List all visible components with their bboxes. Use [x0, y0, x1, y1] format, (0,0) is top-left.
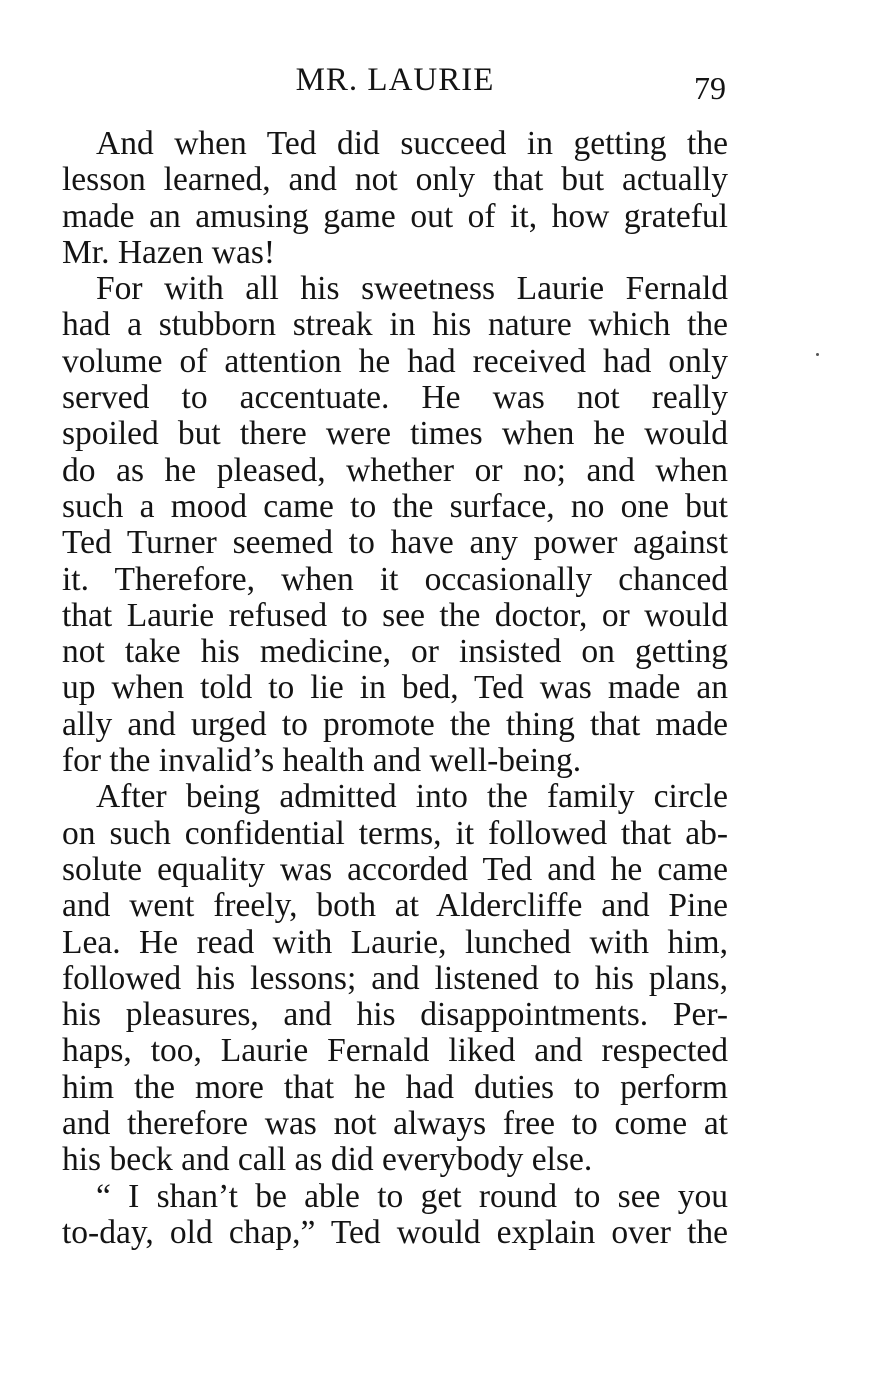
- text-line: After being admitted into the family circle: [96, 778, 728, 816]
- body-text: [62, 126, 728, 1251]
- text-line: And when Ted did succeed in getting the: [96, 125, 728, 162]
- text-line: him the more that he had duties to perform: [62, 1068, 728, 1106]
- text-line: on such confidential terms, it followed that ab-: [62, 814, 728, 852]
- text-line: Lea. He read with Laurie, lunched with him,: [62, 923, 728, 961]
- running-head: [0, 62, 876, 106]
- paragraph: [62, 1179, 728, 1252]
- text-line: ally and urged to promote the thing that made: [62, 705, 728, 743]
- text-line: spoiled but there were times when he would: [62, 415, 728, 453]
- text-line: “ I shan’t be able to get round to see you: [96, 1177, 728, 1215]
- paragraph: [62, 126, 728, 271]
- text-line: for the invalid’s health and well-being.: [62, 742, 582, 780]
- text-line: had a stubborn streak in his nature which the: [62, 306, 728, 344]
- text-line: do as he pleased, whether or no; and when: [62, 451, 728, 489]
- paragraph: [62, 779, 728, 1178]
- text-line: it. Therefore, when it occasionally chanced: [62, 560, 728, 598]
- text-line: and went freely, both at Aldercliffe and Pine: [62, 887, 728, 925]
- text-line: made an amusing game out of it, how grateful: [62, 197, 728, 235]
- running-title: MR. LAURIE: [295, 62, 495, 98]
- text-line: up when told to lie in bed, Ted was made an: [62, 669, 728, 707]
- text-line: lesson learned, and not only that but actually: [62, 161, 728, 199]
- text-line: volume of attention he had received had only: [62, 342, 728, 380]
- text-line: followed his lessons; and listened to his plans,: [62, 959, 728, 997]
- text-line: Ted Turner seemed to have any power against: [62, 524, 728, 562]
- text-line: For with all his sweetness Laurie Fernald: [96, 270, 728, 308]
- text-line: solute equality was accorded Ted and he came: [62, 850, 728, 888]
- text-line: his pleasures, and his disappointments. Per-: [62, 996, 728, 1034]
- text-line: Mr. Hazen was!: [62, 233, 276, 271]
- text-line: to-day, old chap,” Ted would explain over the: [62, 1213, 728, 1251]
- scan-speck: [816, 353, 819, 356]
- text-line: and therefore was not always free to come at: [62, 1105, 728, 1143]
- page-number: 79: [694, 70, 726, 106]
- text-line: his beck and call as did everybody else.: [62, 1141, 593, 1179]
- text-line: not take his medicine, or insisted on getting: [62, 633, 728, 671]
- paragraph: [62, 271, 728, 779]
- text-line: haps, too, Laurie Fernald liked and respected: [62, 1032, 728, 1070]
- text-line: served to accentuate. He was not really: [62, 379, 728, 417]
- text-line: such a mood came to the surface, no one but: [62, 487, 728, 525]
- text-line: that Laurie refused to see the doctor, or would: [62, 596, 728, 634]
